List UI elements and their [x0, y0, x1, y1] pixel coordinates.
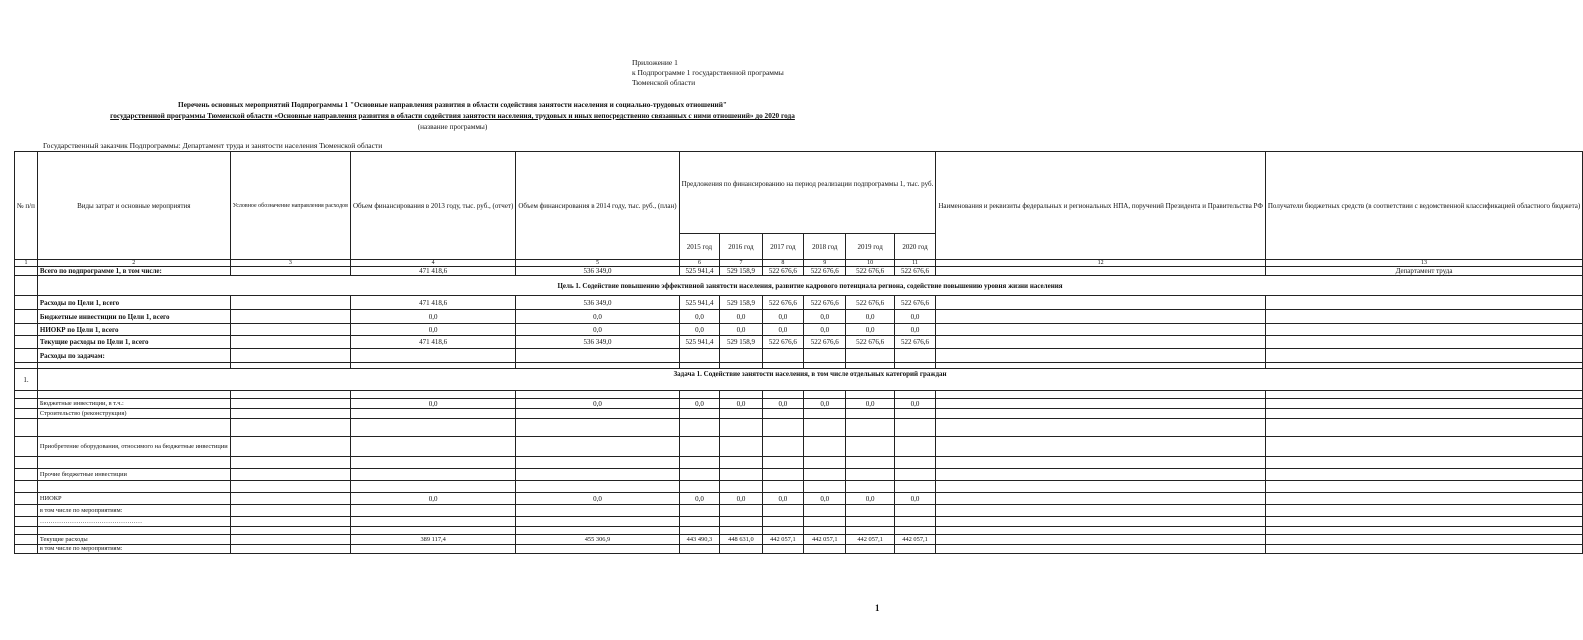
col-num-10: 10 — [846, 260, 894, 267]
goal-value: 525 941,4 — [679, 296, 720, 310]
incl-measures-label-2: в том числе по мероприятиям: — [37, 545, 230, 554]
col-num-3: 3 — [230, 260, 350, 267]
niokr-value: 0,0 — [516, 493, 679, 505]
goal-row-name: Бюджетные инвестиции по Цели 1, всего — [37, 310, 230, 324]
current-value: 448 631,0 — [720, 535, 762, 545]
tasks-label: Расходы по задачам: — [37, 349, 230, 363]
task-1-heading: Задача 1. Содействие занятости населения, в том числе отдельных категорий граждан — [37, 369, 1582, 391]
current-value: 442 057,1 — [846, 535, 894, 545]
dots-placeholder: ………………………………………… — [37, 517, 230, 527]
niokr-value: 0,0 — [720, 493, 762, 505]
goal-value: 522 676,6 — [762, 296, 804, 310]
niokr-value: 0,0 — [804, 493, 846, 505]
total-value: 525 941,4 — [679, 267, 720, 276]
budget-investments-row — [15, 399, 1583, 409]
goal-value: 0,0 — [720, 324, 762, 336]
current-expenses-name: Текущие расходы — [37, 535, 230, 545]
goal-row-name: Текущие расходы по Цели 1, всего — [37, 336, 230, 349]
goal-value: 522 676,6 — [846, 296, 894, 310]
header-year-2019: 2019 год — [846, 234, 894, 260]
goal-value: 0,0 — [894, 324, 936, 336]
niokr-name: НИОКР — [37, 493, 230, 505]
goal-row — [15, 296, 1583, 310]
goal-value: 471 418,6 — [350, 336, 515, 349]
total-value: 522 676,6 — [804, 267, 846, 276]
total-row — [15, 267, 1583, 276]
niokr-value: 0,0 — [846, 493, 894, 505]
goal-value: 0,0 — [720, 310, 762, 324]
goal-value: 0,0 — [894, 310, 936, 324]
goal-value: 522 676,6 — [762, 336, 804, 349]
column-number-row — [15, 260, 1583, 267]
col-num-5: 5 — [516, 260, 679, 267]
goal-value: 529 158,9 — [720, 336, 762, 349]
goal-value: 522 676,6 — [804, 296, 846, 310]
incl-measures-row-2 — [15, 545, 1583, 554]
col-num-12: 12 — [936, 260, 1266, 267]
budget-investments-name: Бюджетные инвестиции, в т.ч.: — [37, 399, 230, 409]
dots-row — [15, 517, 1583, 527]
goal-row-name: НИОКР по Цели 1, всего — [37, 324, 230, 336]
goal-value: 0,0 — [679, 310, 720, 324]
budget-inv-value: 0,0 — [846, 399, 894, 409]
budget-inv-value: 0,0 — [516, 399, 679, 409]
niokr-value: 0,0 — [679, 493, 720, 505]
goal-value: 0,0 — [350, 310, 515, 324]
document-title — [10, 99, 895, 132]
other-investments-row — [15, 469, 1583, 481]
goal-value: 522 676,6 — [846, 336, 894, 349]
goal-heading-row — [15, 276, 1583, 296]
equipment-name: Приобретение оборудования, относимого на бюджетные инвестиции — [37, 437, 230, 457]
current-value: 442 057,1 — [762, 535, 804, 545]
col-num-8: 8 — [762, 260, 804, 267]
goal-value: 522 676,6 — [894, 336, 936, 349]
total-name: Всего по подпрограмме 1, в том числе: — [37, 267, 230, 276]
spacer-row — [15, 527, 1583, 535]
appendix-line-2: к Подпрограмме 1 государственной программы — [632, 68, 784, 77]
goal-value: 522 676,6 — [894, 296, 936, 310]
goal-value: 0,0 — [846, 324, 894, 336]
appendix-note — [632, 58, 784, 88]
total-value: 536 349,0 — [516, 267, 679, 276]
col-num-2: 2 — [37, 260, 230, 267]
header-row — [15, 152, 1583, 234]
title-line-3: (название программы) — [417, 122, 488, 131]
budget-inv-value: 0,0 — [720, 399, 762, 409]
title-line-2: государственной программы Тюменской области «Основные направления развития в области содействия занятости населения, трудовых и иных непосредственно связанных с ними отношений» до 2020 года — [110, 111, 795, 120]
header-vol-2014: Объем финансирования в 2014 году, тыс. руб., (план) — [516, 152, 679, 260]
incl-measures-row — [15, 505, 1583, 517]
header-year-2016: 2016 год — [720, 234, 762, 260]
title-line-1: Перечень основных мероприятий Подпрограммы 1 "Основные направления развития в области содействия занятости населения и социально-трудовых отношений" — [178, 100, 727, 109]
header-recipient: Получатели бюджетных средств (в соответствии с ведомственной классификацией областного бюджета) — [1265, 152, 1582, 260]
page-number: 1 — [875, 603, 880, 613]
total-value: 522 676,6 — [894, 267, 936, 276]
goal-value: 0,0 — [762, 310, 804, 324]
col-num-13: 13 — [1265, 260, 1582, 267]
niokr-value: 0,0 — [894, 493, 936, 505]
header-npa: Наименования и реквизиты федеральных и региональных НПА, поручений Президента и Правительства РФ — [936, 152, 1266, 260]
goal-row — [15, 336, 1583, 349]
col-num-11: 11 — [894, 260, 936, 267]
header-year-2020: 2020 год — [894, 234, 936, 260]
header-proposals: Предложения по финансированию на период реализации подпрограммы 1, тыс. руб. — [679, 152, 936, 234]
current-value: 442 057,1 — [894, 535, 936, 545]
header-name: Виды затрат и основные мероприятия — [37, 152, 230, 260]
goal-value: 0,0 — [762, 324, 804, 336]
budget-inv-value: 0,0 — [804, 399, 846, 409]
total-recipient: Департамент труда — [1265, 267, 1582, 276]
header-num: № п/п — [15, 152, 38, 260]
goal-row-name: Расходы по Цели 1, всего — [37, 296, 230, 310]
goal-value: 525 941,4 — [679, 336, 720, 349]
budget-inv-value: 0,0 — [350, 399, 515, 409]
goal-1-heading: Цель 1. Содействие повышению эффективной занятости населения, развитие кадрового потенциала региона, содействие повышению уровня жизни населения — [37, 276, 1582, 296]
header-year-2015: 2015 год — [679, 234, 720, 260]
niokr-row — [15, 493, 1583, 505]
tasks-label-row — [15, 349, 1583, 363]
state-customer: Государственный заказчик Подпрограммы: Департамент труда и занятости населения Тюменской области — [43, 141, 383, 150]
equipment-row — [15, 437, 1583, 457]
goal-row — [15, 324, 1583, 336]
spacer-row — [15, 481, 1583, 493]
goal-value: 471 418,6 — [350, 296, 515, 310]
col-num-6: 6 — [679, 260, 720, 267]
col-num-4: 4 — [350, 260, 515, 267]
appendix-line-3: Тюменской области — [632, 78, 696, 87]
goal-value: 522 676,6 — [804, 336, 846, 349]
goal-value: 0,0 — [516, 324, 679, 336]
goal-value: 0,0 — [679, 324, 720, 336]
appendix-line-1: Приложение 1 — [632, 58, 678, 67]
current-value: 443 490,3 — [679, 535, 720, 545]
goal-value: 0,0 — [846, 310, 894, 324]
current-value: 389 117,4 — [350, 535, 515, 545]
niokr-value: 0,0 — [350, 493, 515, 505]
col-num-9: 9 — [804, 260, 846, 267]
current-value: 455 306,9 — [516, 535, 679, 545]
other-investments-name: Прочие бюджетные инвестиции — [37, 469, 230, 481]
goal-value: 0,0 — [350, 324, 515, 336]
col-num-1: 1 — [15, 260, 38, 267]
measures-table — [14, 151, 1583, 554]
niokr-value: 0,0 — [762, 493, 804, 505]
spacer-row — [15, 457, 1583, 469]
task-1-heading-row — [15, 369, 1583, 391]
total-value: 529 158,9 — [720, 267, 762, 276]
header-year-2018: 2018 год — [804, 234, 846, 260]
spacer-row — [15, 419, 1583, 437]
goal-row — [15, 310, 1583, 324]
budget-inv-value: 0,0 — [894, 399, 936, 409]
current-expenses-row — [15, 535, 1583, 545]
goal-value: 536 349,0 — [516, 336, 679, 349]
total-value: 522 676,6 — [846, 267, 894, 276]
budget-inv-value: 0,0 — [679, 399, 720, 409]
incl-measures-label: в том числе по мероприятиям: — [37, 505, 230, 517]
header-cond: Условное обозначение направления расходов — [230, 152, 350, 260]
task-1-num: 1. — [15, 369, 38, 391]
goal-value: 0,0 — [804, 324, 846, 336]
total-value: 471 418,6 — [350, 267, 515, 276]
goal-value: 529 158,9 — [720, 296, 762, 310]
budget-inv-value: 0,0 — [762, 399, 804, 409]
goal-value: 536 349,0 — [516, 296, 679, 310]
col-num-7: 7 — [720, 260, 762, 267]
total-value: 522 676,6 — [762, 267, 804, 276]
header-year-2017: 2017 год — [762, 234, 804, 260]
construction-row — [15, 409, 1583, 419]
goal-value: 0,0 — [516, 310, 679, 324]
header-vol-2013: Объем финансирования в 2013 году, тыс. руб., (отчет) — [350, 152, 515, 260]
spacer-row — [15, 391, 1583, 399]
construction-name: Строительство (реконструкция) — [37, 409, 230, 419]
current-value: 442 057,1 — [804, 535, 846, 545]
goal-value: 0,0 — [804, 310, 846, 324]
